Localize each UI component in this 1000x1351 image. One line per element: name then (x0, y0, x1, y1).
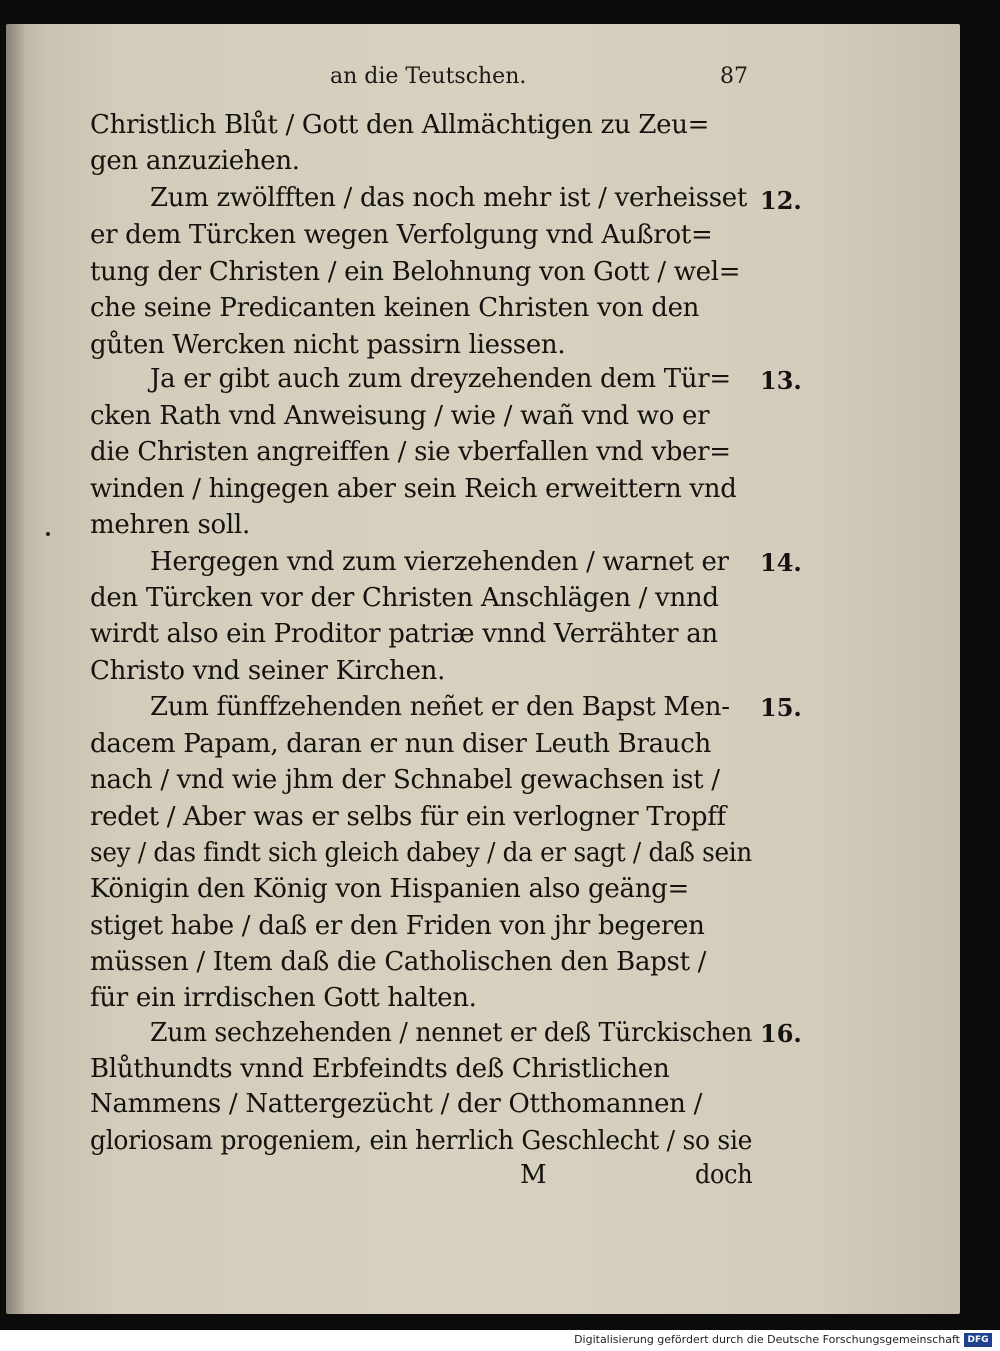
text-line: Christo vnd seiner Kirchen. (90, 656, 446, 686)
text-line: Zum sechzehenden / nennet er deß Türckischen (150, 1018, 753, 1048)
text-line: stiget habe / daß er den Friden von jhr begeren (90, 911, 705, 941)
text-line: müssen / Item daß die Catholischen den Bapst / (90, 947, 707, 977)
margin-number: 15. (760, 693, 802, 722)
text-line: wirdt also ein Proditor patriæ vnnd Verrähter an (90, 619, 718, 649)
text-line: redet / Aber was er selbs für ein verlogner Tropff (90, 802, 726, 832)
catchword: doch (695, 1160, 753, 1190)
dfg-logo: DFG (964, 1333, 992, 1347)
text-line: den Türcken vor der Christen Anschlägen / vnnd (90, 583, 719, 613)
footer-credit: Digitalisierung gefördert durch die Deutsche Forschungsgemeinschaft (574, 1333, 960, 1346)
gutter-shadow (6, 24, 26, 1314)
text-line: Königin den König von Hispanien also geäng= (90, 874, 689, 904)
running-head: an die Teutschen. (330, 64, 527, 89)
text-line: Hergegen vnd zum vierzehenden / warnet er (150, 547, 729, 577)
margin-number: 12. (760, 186, 802, 215)
text-line: winden / hingegen aber sein Reich erweittern vnd (90, 474, 737, 504)
text-line: gůten Wercken nicht passirn liessen. (90, 330, 566, 360)
text-line: Zum fünffzehenden neñet er den Bapst Men- (150, 692, 730, 722)
signature-mark: M (520, 1160, 547, 1190)
text-line: Blůthundts vnnd Erbfeindts deß Christlichen (90, 1054, 670, 1084)
text-line: che seine Predicanten keinen Christen von den (90, 293, 700, 323)
text-line: mehren soll. (90, 510, 250, 540)
text-line: sey / das findt sich gleich dabey / da er sagt / daß sein (90, 838, 752, 868)
text-line: Christlich Blůt / Gott den Allmächtigen zu Zeu= (90, 110, 710, 140)
margin-number: 14. (760, 548, 802, 577)
text-line: Zum zwölfften / das noch mehr ist / verheisset (150, 183, 748, 213)
margin-number: 13. (760, 366, 802, 395)
footer-bar (0, 1330, 1000, 1351)
text-line: cken Rath vnd Anweisung / wie / wañ vnd wo er (90, 401, 710, 431)
text-line: dacem Papam, daran er nun diser Leuth Brauch (90, 729, 711, 759)
text-line: die Christen angreiffen / sie vberfallen vnd vber= (90, 437, 731, 467)
text-line: gloriosam progeniem, ein herrlich Geschlecht / so sie (90, 1126, 753, 1156)
text-line: tung der Christen / ein Belohnung von Gott / wel= (90, 257, 741, 287)
text-line: gen anzuziehen. (90, 146, 300, 176)
text-line: nach / vnd wie jhm der Schnabel gewachsen ist / (90, 765, 720, 795)
text-line: für ein irrdischen Gott halten. (90, 983, 477, 1013)
page-number: 87 (720, 64, 748, 89)
ink-speck (46, 532, 50, 536)
text-line: er dem Türcken wegen Verfolgung vnd Außrot= (90, 220, 713, 250)
margin-number: 16. (760, 1019, 802, 1048)
text-line: Nammens / Nattergezücht / der Otthomannen / (90, 1089, 703, 1119)
text-line: Ja er gibt auch zum dreyzehenden dem Tür= (150, 364, 731, 394)
